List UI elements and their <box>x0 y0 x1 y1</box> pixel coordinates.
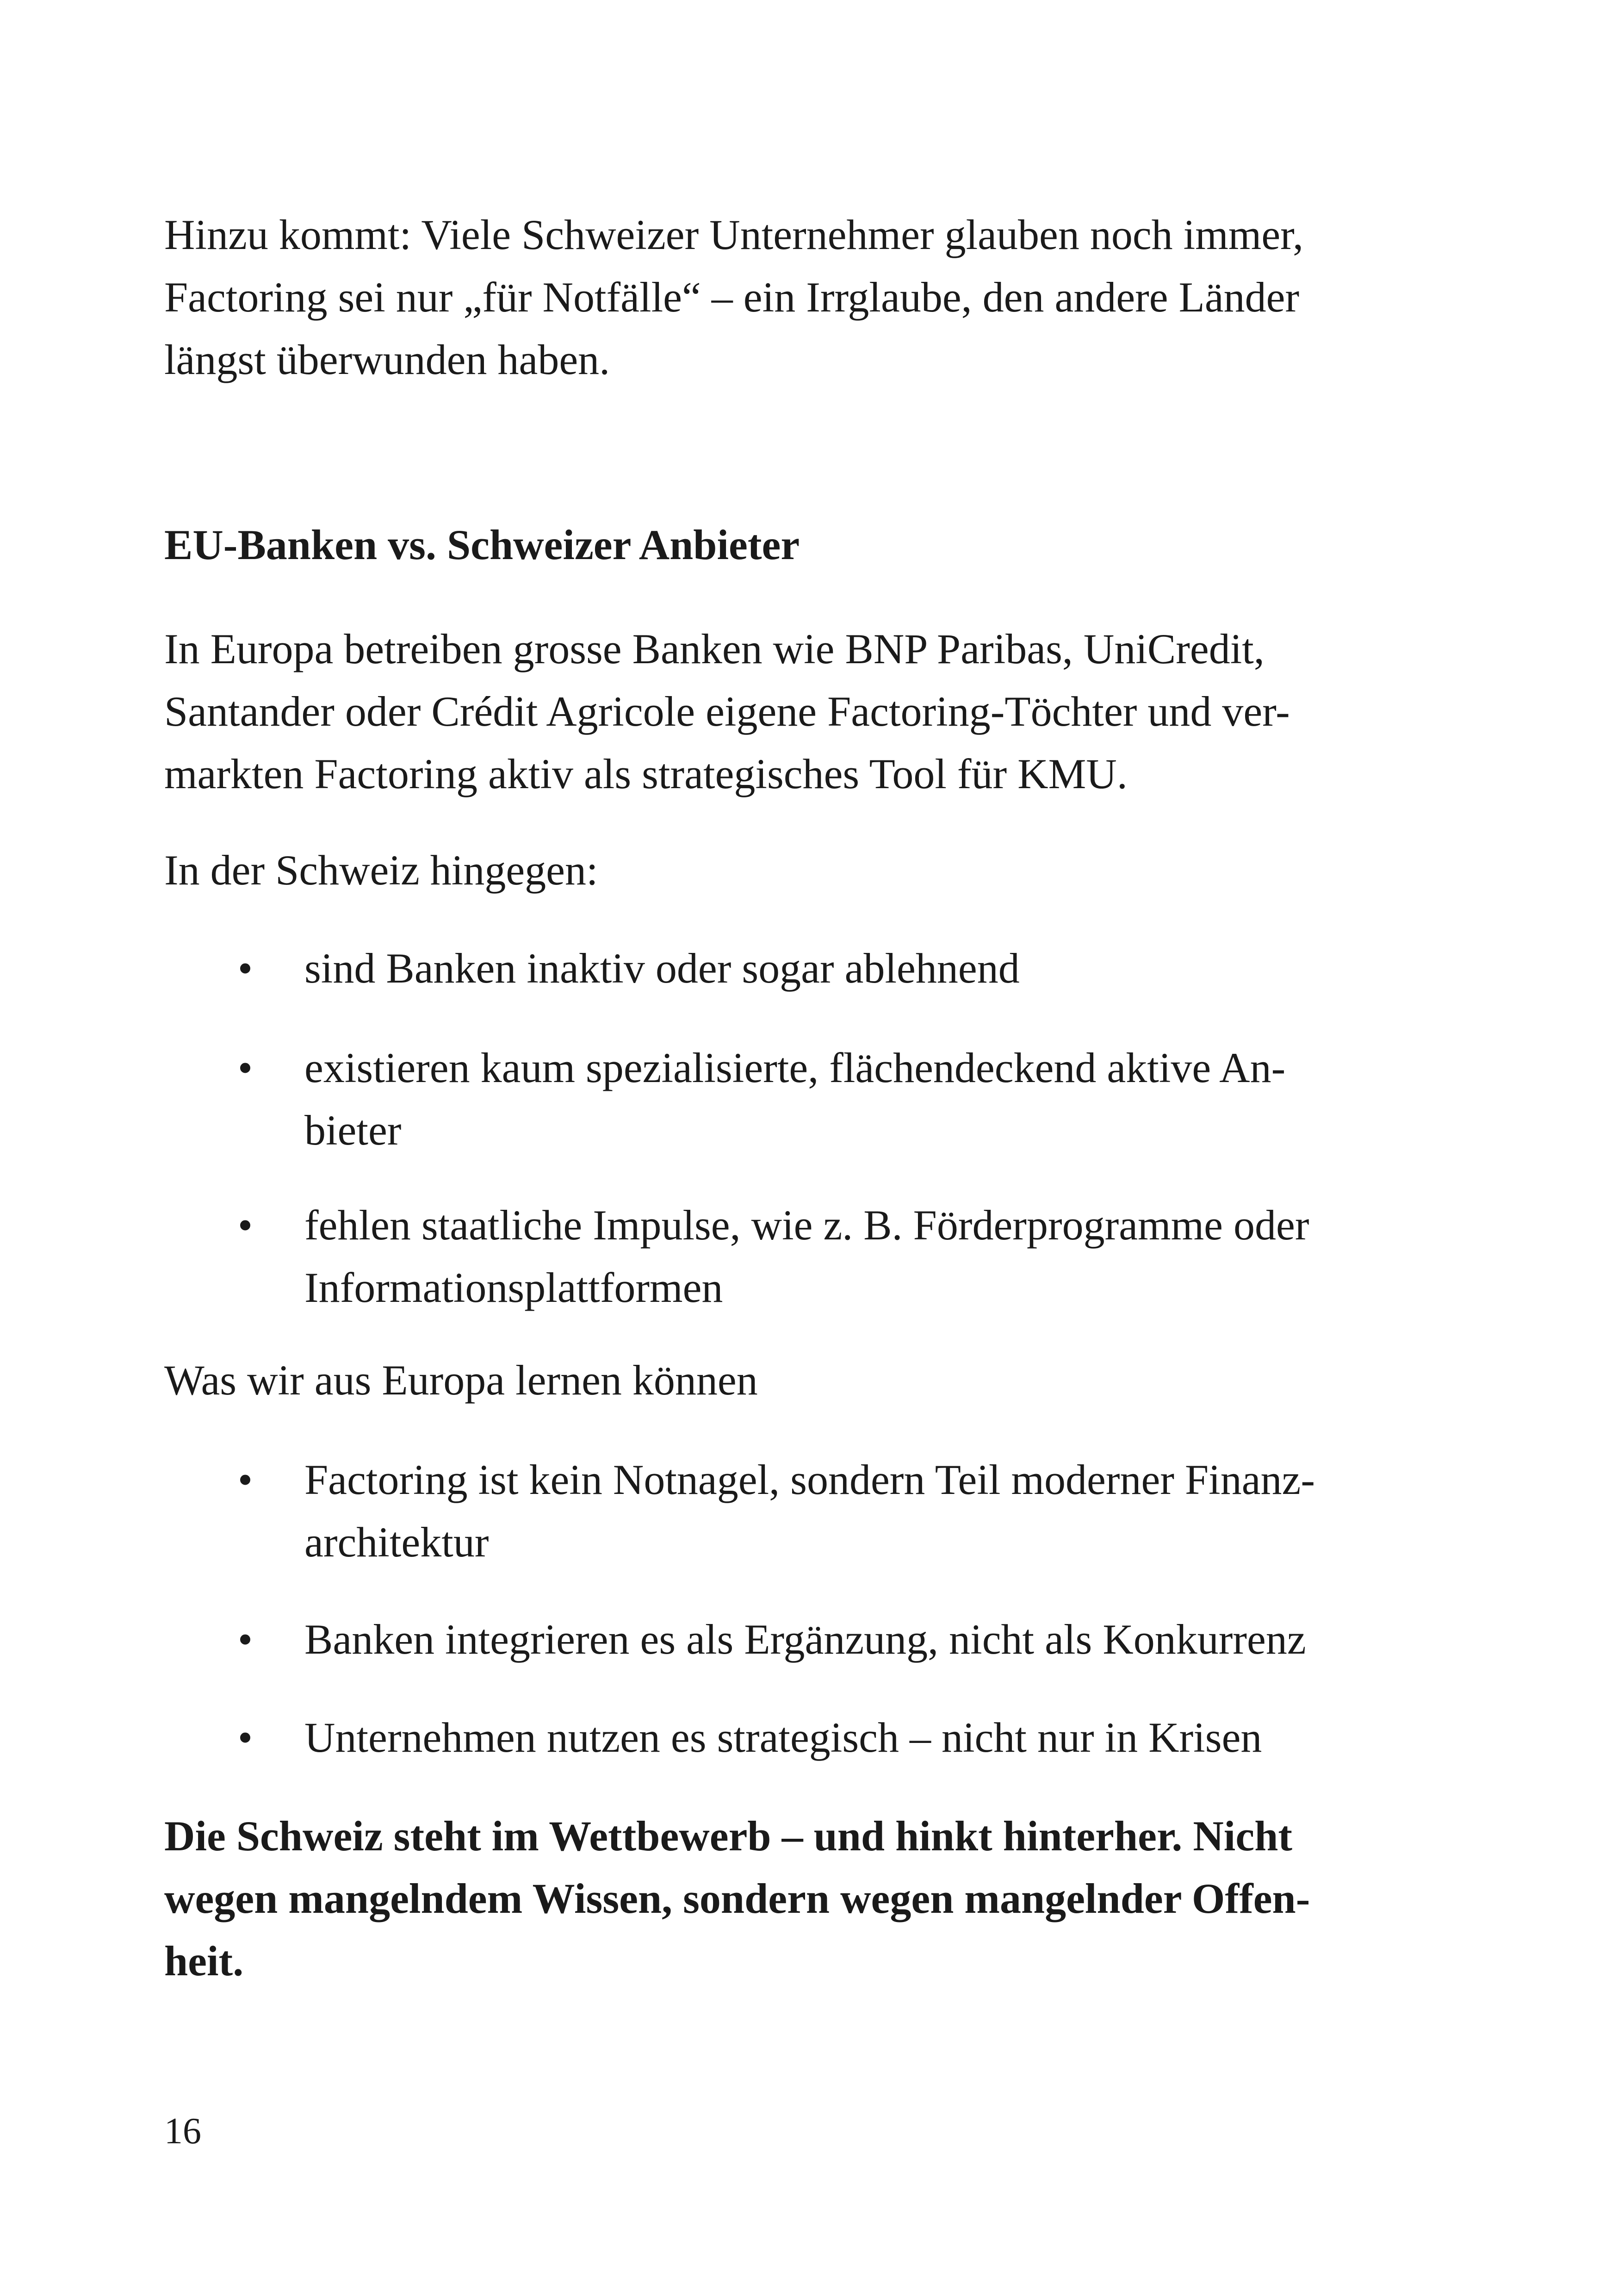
list-item-text: bieter <box>304 1107 402 1154</box>
paragraph-switzerland: In der Schweiz hingegen: <box>164 846 598 894</box>
paragraph-europe-banks <box>164 618 1455 805</box>
list-item-text: Factoring ist kein Notnagel, sondern Teil moderner Finanz- <box>304 1456 1315 1503</box>
intro-line: Hinzu kommt: Viele Schweizer Unternehmer glauben noch immer, <box>164 211 1304 258</box>
bullet-icon: • <box>237 945 253 992</box>
bullet-icon: • <box>237 1456 253 1503</box>
paragraph-line: In Europa betreiben grosse Banken wie BNP Paribas, UniCredit, <box>164 625 1265 672</box>
list-item-text: fehlen staatliche Impulse, wie z. B. Förderprogramme oder <box>304 1201 1309 1249</box>
page-number: 16 <box>164 2111 201 2152</box>
intro-paragraph <box>164 204 1455 391</box>
conclusion-line: heit. <box>164 1937 244 1985</box>
conclusion-paragraph <box>164 1805 1455 1992</box>
list-item-text: architektur <box>304 1518 489 1566</box>
list-item-text: Banken integrieren es als Ergänzung, nicht als Konkurrenz <box>304 1616 1306 1663</box>
list-item-text: sind Banken inaktiv oder sogar ablehnend <box>304 945 1020 992</box>
bullet-icon: • <box>237 1616 253 1663</box>
section-heading: EU-Banken vs. Schweizer Anbieter <box>164 521 800 568</box>
paragraph-line: Santander oder Crédit Agricole eigene Factoring-Töchter und ver- <box>164 688 1290 735</box>
list-item-text: existieren kaum spezialisierte, flächendeckend aktive An- <box>304 1044 1286 1091</box>
bullet-icon: • <box>237 1714 253 1761</box>
paragraph-line: markten Factoring aktiv als strategisches Tool für KMU. <box>164 750 1128 797</box>
conclusion-line: wegen mangelndem Wissen, sondern wegen mangelnder Offen- <box>164 1875 1310 1922</box>
intro-line: Factoring sei nur „für Notfälle“ – ein Irrglaube, den andere Länder <box>164 274 1300 321</box>
paragraph-lessons: Was wir aus Europa lernen können <box>164 1356 758 1404</box>
list-item-text: Unternehmen nutzen es strategisch – nicht nur in Krisen <box>304 1714 1262 1761</box>
bullet-icon: • <box>237 1201 253 1249</box>
conclusion-line: Die Schweiz steht im Wettbewerb – und hinkt hinterher. Nicht <box>164 1812 1292 1860</box>
intro-line: längst überwunden haben. <box>164 336 610 383</box>
list-item-text: Informationsplattformen <box>304 1264 723 1311</box>
bullet-icon: • <box>237 1044 253 1091</box>
